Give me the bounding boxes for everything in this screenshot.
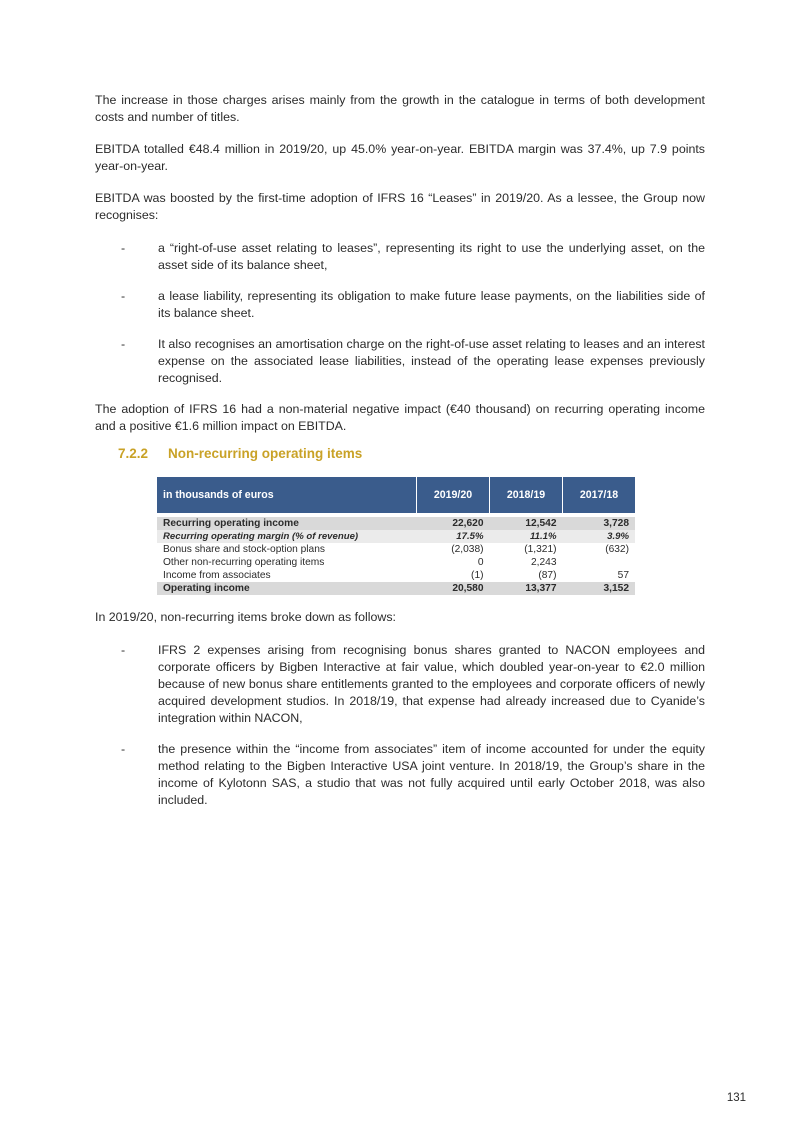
cell-value: (1,321): [524, 544, 557, 555]
bullet-text: IFRS 2 expenses arising from recognising bonus shares granted to NACON employees and corporate officers by Bigben Interactive at fair value, which doubled year-on-year to €2.0 million because of new bonus share entitlements granted to the employees and corporate officers of newly acquired development studios. In 2018/19, that expense had already increased due to Cyanide’s integration within NACON,: [158, 643, 705, 725]
cell-value: 17.5%: [417, 530, 490, 543]
table-row: [157, 530, 635, 543]
cell-value: (2,038): [451, 544, 484, 555]
cell-value: 3.9%: [563, 530, 636, 543]
dash-marker: -: [121, 337, 126, 351]
row-label: Income from associates: [163, 570, 271, 581]
cell-value: (87): [538, 570, 557, 581]
table-row: [157, 556, 635, 569]
list-item: [95, 741, 705, 809]
cell-value: [563, 556, 636, 569]
cell-value: 3,152: [563, 582, 636, 595]
section-title: Non-recurring operating items: [168, 446, 363, 461]
paragraph-ebitda: EBITDA totalled €48.4 million in 2019/20, up 45.0% year-on-year. EBITDA margin was 37.4%, up 7.9 points year-on-year.: [95, 142, 705, 173]
section-heading: [95, 445, 705, 463]
cell-value: (632): [605, 544, 629, 555]
table-row: [157, 543, 635, 556]
dash-marker: -: [121, 742, 126, 756]
header-year-2017-18: 2017/18: [563, 477, 636, 513]
list-item: [95, 288, 705, 322]
header-label: in thousands of euros: [157, 477, 417, 513]
cell-value: 0: [477, 557, 484, 568]
row-label: Other non-recurring operating items: [163, 557, 325, 568]
cell-value: 20,580: [417, 582, 490, 595]
non-recurring-bullet-list: [95, 642, 705, 809]
table-row: [157, 569, 635, 582]
table-row: [157, 517, 635, 530]
cell-value: 12,542: [490, 517, 563, 530]
non-recurring-items-table: [157, 477, 635, 595]
row-label: Recurring operating margin (% of revenue): [157, 530, 417, 543]
cell-value: 22,620: [417, 517, 490, 530]
row-label: Recurring operating income: [157, 517, 417, 530]
cell-value: 13,377: [490, 582, 563, 595]
bullet-text: a lease liability, representing its obligation to make future lease payments, on the liabilities side of its balance sheet.: [158, 289, 705, 320]
cell-value: 57: [617, 570, 629, 581]
list-item: [95, 642, 705, 727]
bullet-text: It also recognises an amortisation charge on the right-of-use asset relating to leases and an interest expense on the associated lease liabilities, instead of the operating lease expenses previously recognised.: [158, 337, 705, 385]
ifrs16-bullet-list: [95, 240, 705, 387]
row-label: Bonus share and stock-option plans: [163, 544, 325, 555]
cell-value: 2,243: [531, 557, 557, 568]
paragraph-ifrs16-impact: The adoption of IFRS 16 had a non-material negative impact (€40 thousand) on recurring operating income and a positive €1.6 million impact on EBITDA.: [95, 402, 705, 433]
bullet-text: a “right-of-use asset relating to leases”, representing its right to use the underlying asset, on the asset side of its balance sheet,: [158, 241, 705, 272]
cell-value: 11.1%: [490, 530, 563, 543]
paragraph-charges: The increase in those charges arises mainly from the growth in the catalogue in terms of both development costs and number of titles.: [95, 93, 705, 124]
table-header-row: [157, 477, 635, 513]
paragraph-ifrs16-intro: EBITDA was boosted by the first-time adoption of IFRS 16 “Leases” in 2019/20. As a lessee, the Group now recognises:: [95, 191, 705, 222]
cell-value: (1): [471, 570, 484, 581]
page-content: [95, 92, 705, 823]
table-row: [157, 582, 635, 595]
dash-marker: -: [121, 289, 126, 303]
dash-marker: -: [121, 643, 126, 657]
cell-value: 3,728: [563, 517, 636, 530]
page-number: 131: [726, 1092, 746, 1104]
header-year-2019-20: 2019/20: [417, 477, 490, 513]
list-item: [95, 336, 705, 387]
bullet-text: the presence within the “income from associates” item of income accounted for under the equity method relating to the Bigben Interactive USA joint venture. In 2018/19, the Group’s share in the income of Kylotonn SAS, a studio that was not fully acquired until early October 2018, was also included.: [158, 742, 705, 807]
header-year-2018-19: 2018/19: [490, 477, 563, 513]
dash-marker: -: [121, 241, 126, 255]
list-item: [95, 240, 705, 274]
row-label: Operating income: [157, 582, 417, 595]
section-number: 7.2.2: [118, 446, 149, 461]
paragraph-non-recurring-intro: In 2019/20, non-recurring items broke down as follows:: [95, 610, 396, 624]
